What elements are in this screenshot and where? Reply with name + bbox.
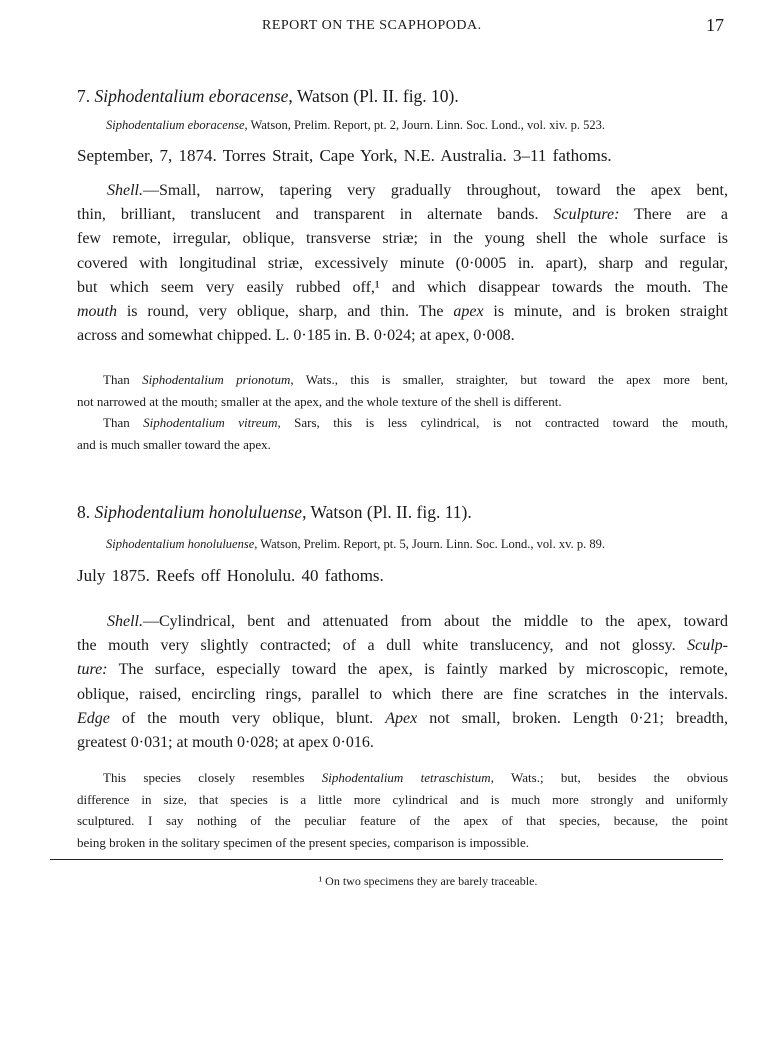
text-run: across and somewhat chipped. L. 0·185 in. B. 0·024; at apex, 0·008. (77, 327, 515, 345)
text-line (77, 810, 728, 832)
text-line (77, 767, 728, 789)
text-line (77, 412, 728, 434)
italic-text: Sculpture: (553, 206, 620, 224)
text-run: being broken in the solitary specimen of the present species, comparison is impossible. (77, 834, 530, 850)
text-run: This species closely resembles (103, 770, 322, 785)
text-run: oblique, raised, encircling rings, parallel to which there are fine scratches in the intervals. (77, 685, 728, 703)
footnote-divider (50, 859, 723, 860)
text-line (77, 731, 728, 755)
reference-citation: , Watson, Prelim. Report, pt. 5, Journ. Linn. Soc. Lond., vol. xv. p. 89. (254, 537, 605, 551)
text-run: not narrowed at the mouth; smaller at the apex, and the whole texture of the shell is different. (77, 393, 562, 409)
text-line (77, 252, 728, 276)
italic-text: Shell. (107, 613, 143, 630)
species-heading (77, 86, 459, 107)
italic-text: Shell. (107, 182, 143, 199)
species-authority: , Watson (Pl. II. fig. 10). (288, 86, 459, 106)
text-run: few remote, irregular, oblique, transverse striæ; in the young shell the whole surface is (77, 230, 728, 248)
page-number: 17 (706, 15, 724, 35)
reference-name: Siphodentalium eboracense (106, 118, 245, 132)
species-locality: September, 7, 1874. Torres Strait, Cape York, N.E. Australia. 3–11 fathoms. (77, 146, 612, 165)
text-line (77, 369, 728, 391)
species-name: Siphodentalium eboracense (94, 86, 289, 106)
text-run: sculptured. I say nothing of the peculiar feature of the apex of that species, because, the point (77, 813, 728, 829)
text-run: Than (103, 372, 143, 387)
reference-citation: , Watson, Prelim. Report, pt. 2, Journ. Linn. Soc. Lond., vol. xiv. p. 523. (244, 118, 605, 132)
text-run: the mouth very slightly contracted; of a dull white translucency, and not glossy. (77, 637, 688, 655)
text-run: Than (103, 415, 144, 431)
text-run: difference in size, that species is a little more cylindrical and is much more strongly and uniformly (77, 791, 728, 807)
italic-text: Apex (385, 709, 418, 727)
text-run: is minute, and is broken straight (483, 303, 728, 321)
shell-description (77, 179, 728, 348)
text-run: of the mouth very oblique, blunt. (109, 709, 386, 727)
species-number: 7. (77, 86, 91, 106)
text-run: There are a (619, 206, 729, 224)
species-heading (77, 502, 472, 523)
italic-text: Edge (77, 709, 110, 727)
species-reference (106, 537, 605, 552)
text-line (77, 832, 728, 854)
text-line (77, 434, 728, 456)
text-run: —Small, narrow, tapering very gradually throughout, toward the apex bent, (143, 182, 728, 199)
footnote: ¹ On two specimens they are barely traceable. (318, 874, 538, 888)
text-run: thin, brilliant, translucent and transparent in alternate bands. (77, 206, 554, 224)
text-line (77, 610, 728, 634)
species-locality: July 1875. Reefs off Honolulu. 40 fathoms. (77, 566, 384, 585)
text-line (77, 707, 728, 731)
text-line (77, 683, 728, 707)
reference-name: Siphodentalium honoluluense (106, 537, 255, 551)
species-remarks (77, 369, 728, 455)
text-line (77, 789, 728, 811)
text-run: but which seem very easily rubbed off,¹ and which disappear towards the mouth. The (77, 278, 728, 296)
text-run: greatest 0·031; at mouth 0·028; at apex 0·016. (77, 734, 374, 752)
text-run: not small, broken. Length 0·21; breadth, (417, 709, 729, 727)
species-authority: , Watson (Pl. II. fig. 11). (302, 502, 472, 522)
text-line (77, 658, 728, 682)
text-line (77, 203, 728, 227)
text-line (77, 179, 728, 203)
text-run: , Sars, this is less cylindrical, is not contracted toward the mouth, (277, 415, 728, 431)
text-run: , Wats.; but, besides the obvious (490, 770, 728, 785)
italic-text: mouth (77, 303, 117, 321)
text-run: is round, very oblique, sharp, and thin. The (117, 303, 454, 321)
species-reference (106, 118, 605, 133)
running-title: REPORT ON THE SCAPHOPODA. (262, 18, 482, 33)
italic-text: Siphodentalium tetraschistum (321, 770, 491, 785)
text-run: and is much smaller toward the apex. (77, 436, 271, 452)
species-name: Siphodentalium honoluluense (94, 502, 303, 522)
text-line (77, 227, 728, 251)
text-run: The surface, especially toward the apex, is faintly marked by microscopic, remote, (107, 661, 728, 679)
text-line (77, 276, 728, 300)
shell-description (77, 610, 728, 755)
species-remarks (77, 767, 728, 853)
species-number: 8. (77, 502, 91, 522)
italic-text: ture: (77, 661, 108, 679)
italic-text: Siphodentalium vitreum (143, 415, 278, 431)
text-line (77, 634, 728, 658)
italic-text: Sculp- (687, 637, 728, 655)
text-run: covered with longitudinal striæ, excessively minute (0·0005 in. apart), sharp and regular, (77, 254, 728, 272)
text-line (77, 391, 728, 413)
italic-text: apex (453, 303, 484, 321)
text-run: , Wats., this is smaller, straighter, but toward the apex more bent, (290, 372, 728, 387)
text-run: —Cylindrical, bent and attenuated from about the middle to the apex, toward (143, 613, 728, 630)
text-line (77, 324, 728, 348)
text-line (77, 300, 728, 324)
italic-text: Siphodentalium prionotum (142, 372, 291, 387)
